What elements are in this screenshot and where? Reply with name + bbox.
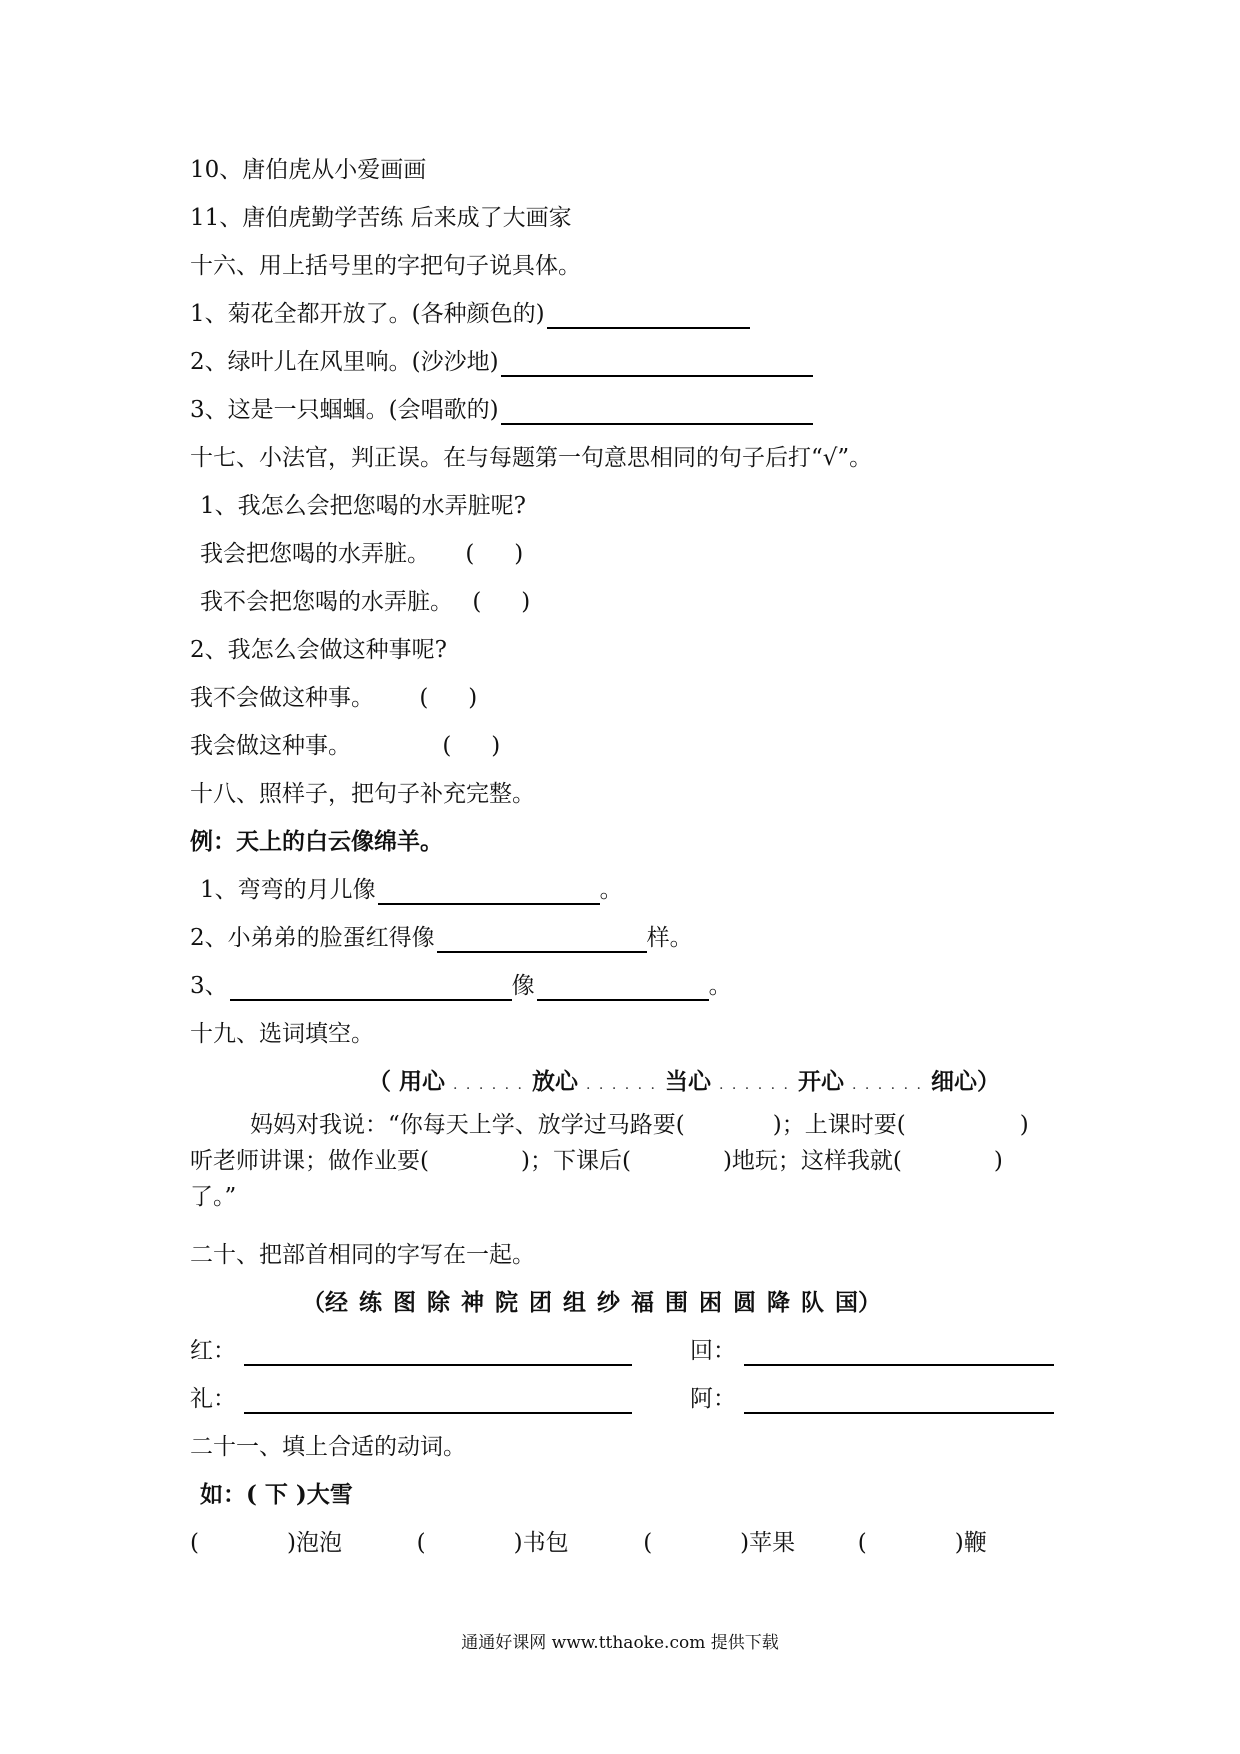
q2-end: 样。	[646, 925, 693, 951]
answer-blank[interactable]	[501, 399, 813, 425]
option-word: 放心	[532, 1068, 578, 1095]
answer-blank[interactable]	[744, 1388, 1054, 1414]
verb-object: 泡泡	[295, 1530, 342, 1556]
answer-blank[interactable]	[547, 303, 750, 329]
answer-paren[interactable]: ( )	[465, 541, 524, 567]
statement: 我不会做这种事。	[190, 685, 374, 711]
q3-text: 3、	[190, 973, 228, 999]
section-16-title: 十六、用上括号里的字把句子说具体。	[190, 253, 581, 279]
section-19-title: 十九、选词填空。	[190, 1021, 374, 1047]
q3-mid: 像	[511, 973, 535, 999]
option-word: 当心	[664, 1068, 711, 1095]
answer-paren[interactable]: ( )	[442, 733, 501, 759]
answer-blank[interactable]	[501, 351, 813, 377]
section-21-title: 二十一、填上合适的动词。	[190, 1434, 466, 1460]
section-16-q3	[190, 395, 813, 425]
section-17-q2a	[190, 683, 477, 713]
section-16-q2	[190, 347, 813, 377]
answer-blank[interactable]	[378, 879, 600, 905]
fill-in-paragraph: 妈妈对我说：“你每天上学、放学过马路要( )；上课时要( ) 听老师讲课；做作业要( )；下课后( )地玩；这样我就( ) 了。”	[190, 1112, 1029, 1210]
answer-paren[interactable]: ( )	[472, 589, 531, 615]
q1-text: 1、弯弯的月儿像	[200, 877, 376, 903]
section-18-q3	[190, 971, 732, 1001]
q1-text: 1、菊花全都开放了。(各种颜色的)	[190, 301, 545, 327]
section-17-q1a	[200, 539, 523, 569]
word-options: （ 用心 . . . . . . 放心 . . . . . . 当心 . . . . . . 开心 . . . . . . 细心）	[368, 1068, 1000, 1095]
radical-a-row: 阿：	[690, 1384, 1054, 1414]
statement: 我不会把您喝的水弄脏。	[200, 589, 453, 615]
radical-red-row: 红：	[190, 1336, 632, 1366]
item-11: 11、唐伯虎勤学苦练 后来成了大画家	[190, 205, 572, 231]
answer-paren[interactable]: ( )	[419, 685, 478, 711]
statement: 我会做这种事。	[190, 733, 351, 759]
radical-hui-row: 回：	[690, 1336, 1054, 1366]
q3-end: 。	[708, 973, 732, 999]
answer-blank[interactable]	[744, 1340, 1054, 1366]
section-18-title: 十八、照样子，把句子补充完整。	[190, 781, 535, 807]
section-17-q2b	[190, 731, 500, 761]
answer-blank[interactable]	[537, 975, 709, 1001]
q2-text: 2、绿叶儿在风里响。(沙沙地)	[190, 349, 499, 375]
q2-text: 2、小弟弟的脸蛋红得像	[190, 925, 435, 951]
section-18-q2	[190, 923, 693, 953]
answer-blank[interactable]	[437, 927, 647, 953]
option-word: 细心）	[930, 1068, 1000, 1095]
section-16-q1	[190, 299, 750, 329]
answer-blank[interactable]	[244, 1388, 632, 1414]
q1-end: 。	[599, 877, 623, 903]
radical-li-row: 礼：	[190, 1384, 632, 1414]
page-footer: 通通好课网 www.tthaoke.com 提供下载	[461, 1633, 779, 1653]
q3-text: 3、这是一只蝈蝈。(会唱歌的)	[190, 397, 499, 423]
item-10: 10、唐伯虎从小爱画画	[190, 157, 427, 183]
section-21-row: ( )泡泡 ( )书包 ( )苹果 ( )鞭	[190, 1530, 987, 1556]
section-21-example: 如：( 下 )大雪	[200, 1481, 353, 1508]
verb-object: 书包	[522, 1530, 569, 1556]
section-17-q1: 1、我怎么会把您喝的水弄脏呢?	[200, 493, 526, 519]
answer-blank[interactable]	[230, 975, 512, 1001]
section-17-q2: 2、我怎么会做这种事呢?	[190, 637, 447, 663]
verb-object: 鞭	[963, 1530, 987, 1556]
section-17-q1b	[200, 587, 530, 617]
section-18-q1	[200, 875, 623, 905]
character-list: （经 练 图 除 神 院 团 组 纱 福 围 困 圆 降 队 国）	[302, 1289, 881, 1316]
section-17-title: 十七、小法官，判正误。在与每题第一句意思相同的句子后打“√”。	[190, 445, 873, 471]
verb-object: 苹果	[749, 1530, 796, 1556]
option-word: （ 用心	[368, 1068, 446, 1095]
option-word: 开心	[797, 1068, 844, 1095]
section-20-title: 二十、把部首相同的字写在一起。	[190, 1242, 535, 1268]
answer-blank[interactable]	[244, 1340, 632, 1366]
statement: 我会把您喝的水弄脏。	[200, 541, 430, 567]
section-18-example: 例：天上的白云像绵羊。	[190, 828, 443, 855]
